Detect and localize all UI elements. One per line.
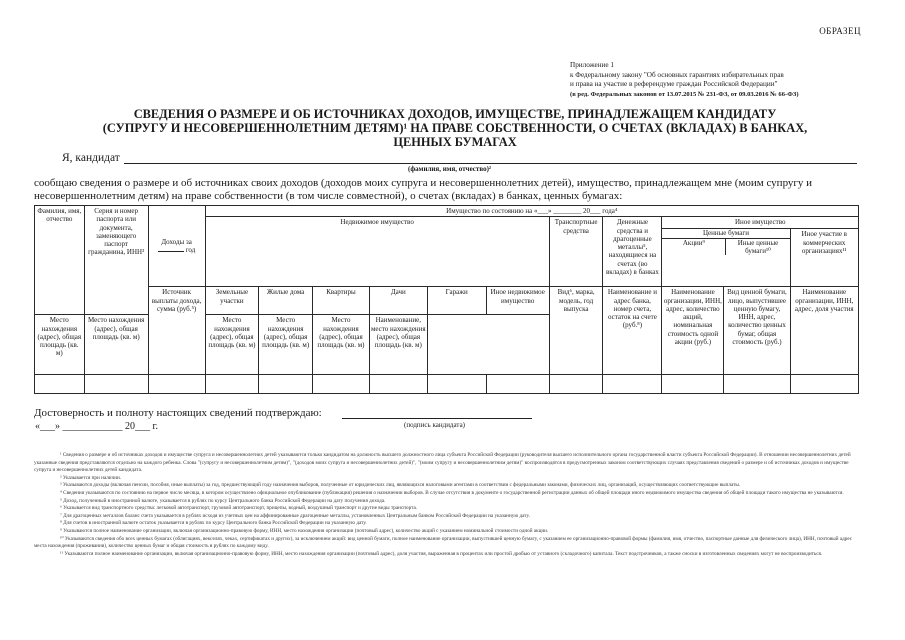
other-securities-detail: Вид ценной бумаги, лицо, выпустившее ценную бумагу, ИНН, адрес, количество ценных бумаг, общая стоимость (руб.) [724, 287, 790, 375]
data-cell[interactable] [259, 375, 313, 394]
income-source: Источник выплаты дохода, сумма (руб.⁵) [148, 287, 205, 375]
signature-field[interactable] [342, 418, 532, 419]
data-cell[interactable] [313, 375, 370, 394]
income-for: Доходы за [161, 237, 192, 246]
declaration-table [34, 205, 859, 394]
appendix-revision: (в ред. Федеральных законов от 13.07.2015 № 231-ФЗ, от 09.03.2016 № 66-ФЗ) [570, 90, 799, 98]
income-year: год [185, 246, 196, 255]
title-line: ЦЕННЫХ БУМАГАХ [393, 135, 517, 149]
title-line: СВЕДЕНИЯ О РАЗМЕРЕ И ОБ ИСТОЧНИКАХ ДОХОДОВ, ИМУЩЕСТВЕ, ПРИНАДЛЕЖАЩЕМ КАНДИДАТУ [133, 107, 777, 121]
footnote: ¹ Сведения о размере и об источниках доходов и имуществе супруга и несовершеннолетних детей указываются только кандидатом на должность высшего должностного лица субъекта Российской Федерации (руководителя высшего исполнительного органа государственной власти субъекта Российской Федерации). В отношении несовершеннолетних детей указанные сведения представляются отдельно на каждого ребенка. Слова "(супругу и несовершеннолетним детям)", "(доходов моих супруга и несовершеннолетних детей)", "(моим супругу и несовершеннолетним детям)" воспроизводятся в предусмотренных законом соответствующих случаях представления сведений о размере и об источниках доходов и имуществе супруга и несовершеннолетних детей кандидата. [34, 452, 851, 474]
appendix-line: и права на участие в референдуме граждан Российской Федерации" [570, 80, 778, 89]
transport-detail: Вид⁶, марка, модель, год выпуска [549, 287, 603, 375]
confirm-text: Достоверность и полноту настоящих сведений подтверждаю: [34, 407, 322, 419]
footnote: ¹¹ Указываются полное наименование организации, включая организационно-правовую форму, ИНН, место нахождения организации (почтовый адрес), доля участия, выраженная в процентах или простой дробью от уставного (складочного) капитала. Текст подстрочников, а также сноски в изготовленных сведениях могут не воспроизводиться. [60, 550, 823, 557]
other-real-detail: Наименование, место нахождения (адрес), общая площадь (кв. м) [369, 315, 427, 375]
property-as-of: Имущество по состоянию на «___» ________ 20___ года⁴ [205, 206, 858, 217]
intro-text: сообщаю сведения о размере и об источниках своих доходов (доходов моих супруга и несовершеннолетних детей), имущество, принадлежащем мне (моим супругу и несовершеннолетним детям) на праве собственности (в том числе совместной), о счетах (вкладах) в банках, ценных бумагах: [34, 177, 813, 202]
data-cell[interactable] [369, 375, 427, 394]
footnote: ⁸ Для счетов в иностранной валюте остаток указывается в рублях по курсу Центрального банка Российской Федерации на указанную дату. [60, 520, 367, 527]
houses-location: Место нахождения (адрес), общая площадь (кв. м) [84, 315, 148, 375]
document-title [60, 107, 850, 149]
securities-header: Ценные бумаги [662, 229, 789, 238]
candidate-name-field[interactable] [124, 163, 857, 164]
real-estate-header: Недвижимое имущество [205, 217, 549, 287]
other-securities-header: Иные ценные бумаги¹⁰ [737, 238, 779, 255]
appendix-header [570, 61, 890, 99]
signature-caption: (подпись кандидата) [404, 421, 466, 429]
other-property-header: Иное имущество [662, 217, 859, 229]
garages-header: Гаражи [427, 287, 486, 315]
footnotes [34, 452, 860, 558]
securities-group [662, 229, 790, 287]
appendix-line: к Федеральному закону "Об основных гарантиях избирательных прав [570, 70, 784, 79]
col-income-header [148, 206, 205, 287]
title-line: (СУПРУГУ И НЕСОВЕРШЕННОЛЕТНИМ ДЕТЯМ)¹ НА ПРАВЕ СОБСТВЕННОСТИ, О СЧЕТАХ (ВКЛАДАХ) В БАНКАХ, [102, 121, 808, 135]
appendix-line: Приложение 1 [570, 61, 614, 69]
date-field[interactable]: «___» ____________ 20___ г. [35, 421, 158, 432]
money-header: Денежные средства и драгоценные металлы⁵, находящиеся на счетах (во вкладах) в банках [603, 217, 662, 287]
dachas-location: Место нахождения (адрес), общая площадь (кв. м) [259, 315, 313, 375]
footnote: ⁷ Для драгоценных металлов баланс счета указывается в рублях исходя из учетных цен на аффинированные драгоценные металлы, установленных Центральным банком Российской Федерации на указанную дату. [60, 512, 530, 519]
footnote: ¹⁰ Указываются сведения обо всех ценных бумагах (облигациях, векселях, чеках, сертификатах и других), за исключением акций: вид ценной бумаги, полное наименование организации, выпустившей ценную бумагу, с указанием ее организационно-правовой формы (фамилия, имя, отчество, паспортные данные для физического лица), ИНН, почтовый адрес места нахождения (проживания), количество ценных бумаг и общая стоимость в рублях по каждому виду. [34, 535, 853, 550]
flats-location: Место нахождения (адрес), общая площадь (кв. м) [205, 315, 259, 375]
data-cell[interactable] [549, 375, 603, 394]
land-location: Место нахождения (адрес), общая площадь (кв. м) [35, 315, 85, 375]
data-cell[interactable] [724, 375, 790, 394]
data-cell[interactable] [662, 375, 724, 394]
land-header: Земельные участки [205, 287, 259, 315]
fio-caption: (фамилия, имя, отчество)² [408, 165, 492, 173]
col-passport: Серия и номер паспорта или документа, заменяющего паспорт гражданина, ИНН³ [84, 206, 148, 315]
garages-location: Место нахождения (адрес), общая площадь (кв. м) [313, 315, 370, 375]
data-cell[interactable] [84, 375, 148, 394]
dachas-header: Дачи [369, 287, 427, 315]
footnote: ³ Указываются доходы (включая пенсии, пособия, иные выплаты) за год, предшествующий году назначения выборов, полученные от юридических лиц, являющихся налоговыми агентами в соответствии с федеральными законами, физических лиц, организаций, осуществляющих соответствующие выплаты. [60, 482, 741, 489]
footnote: ² Указывается при наличии. [60, 474, 122, 481]
candidate-label: Я, кандидат [62, 152, 120, 164]
data-cell[interactable] [35, 375, 85, 394]
participation-header: Иное участие в коммерческих организациях¹¹ [790, 229, 858, 287]
shares-detail: Наименование организации, ИНН, адрес, количество акций, номинальная стоимость одной акции (руб.) [662, 287, 724, 375]
shares-header: Акции⁹ [662, 239, 726, 256]
footnote: ⁶ Указывается вид транспортного средства: легковой автотранспорт, грузовой автотранспорт, прицепы, водный, воздушный транспорт и другие виды транспорта. [60, 505, 418, 512]
footnote: ⁴ Сведения указываются по состоянию на первое число месяца, в котором осуществлено официальное опубликование (публикация) решения о назначении выборов. В случае отсутствия в документе о государственной регистрации данных об общей площади иного недвижимого имущества сведения об общей площади такого имущества не указываются. [60, 489, 844, 496]
transport-header: Транспортные средства [549, 217, 603, 287]
footnote: ⁹ Указываются полное наименование организации, включая организационно-правовую форму, ИНН, место нахождения организации (почтовый адрес), количество акций с указанием номинальной стоимости одной акции. [60, 527, 549, 534]
other-real-header: Иное недвижимое имущество [486, 287, 549, 315]
data-cell[interactable] [603, 375, 662, 394]
flats-header: Квартиры [313, 287, 370, 315]
data-cell[interactable] [486, 375, 549, 394]
participation-detail: Наименование организации, ИНН, адрес, доля участия [790, 287, 858, 375]
data-cell[interactable] [148, 375, 205, 394]
footnote: ⁵ Доход, полученный в иностранной валюте, указывается в рублях по курсу Центрального банка Российской Федерации на дату получения дохода. [60, 497, 386, 504]
data-cell[interactable] [790, 375, 858, 394]
money-detail: Наименование и адрес банка, номер счета, остаток на счете (руб.⁸) [603, 287, 662, 375]
houses-header: Жилые дома [259, 287, 313, 315]
sample-mark: ОБРАЗЕЦ [819, 26, 861, 36]
data-cell[interactable] [205, 375, 259, 394]
data-cell[interactable] [427, 375, 486, 394]
col-fio: Фамилия, имя, отчество [35, 206, 85, 315]
